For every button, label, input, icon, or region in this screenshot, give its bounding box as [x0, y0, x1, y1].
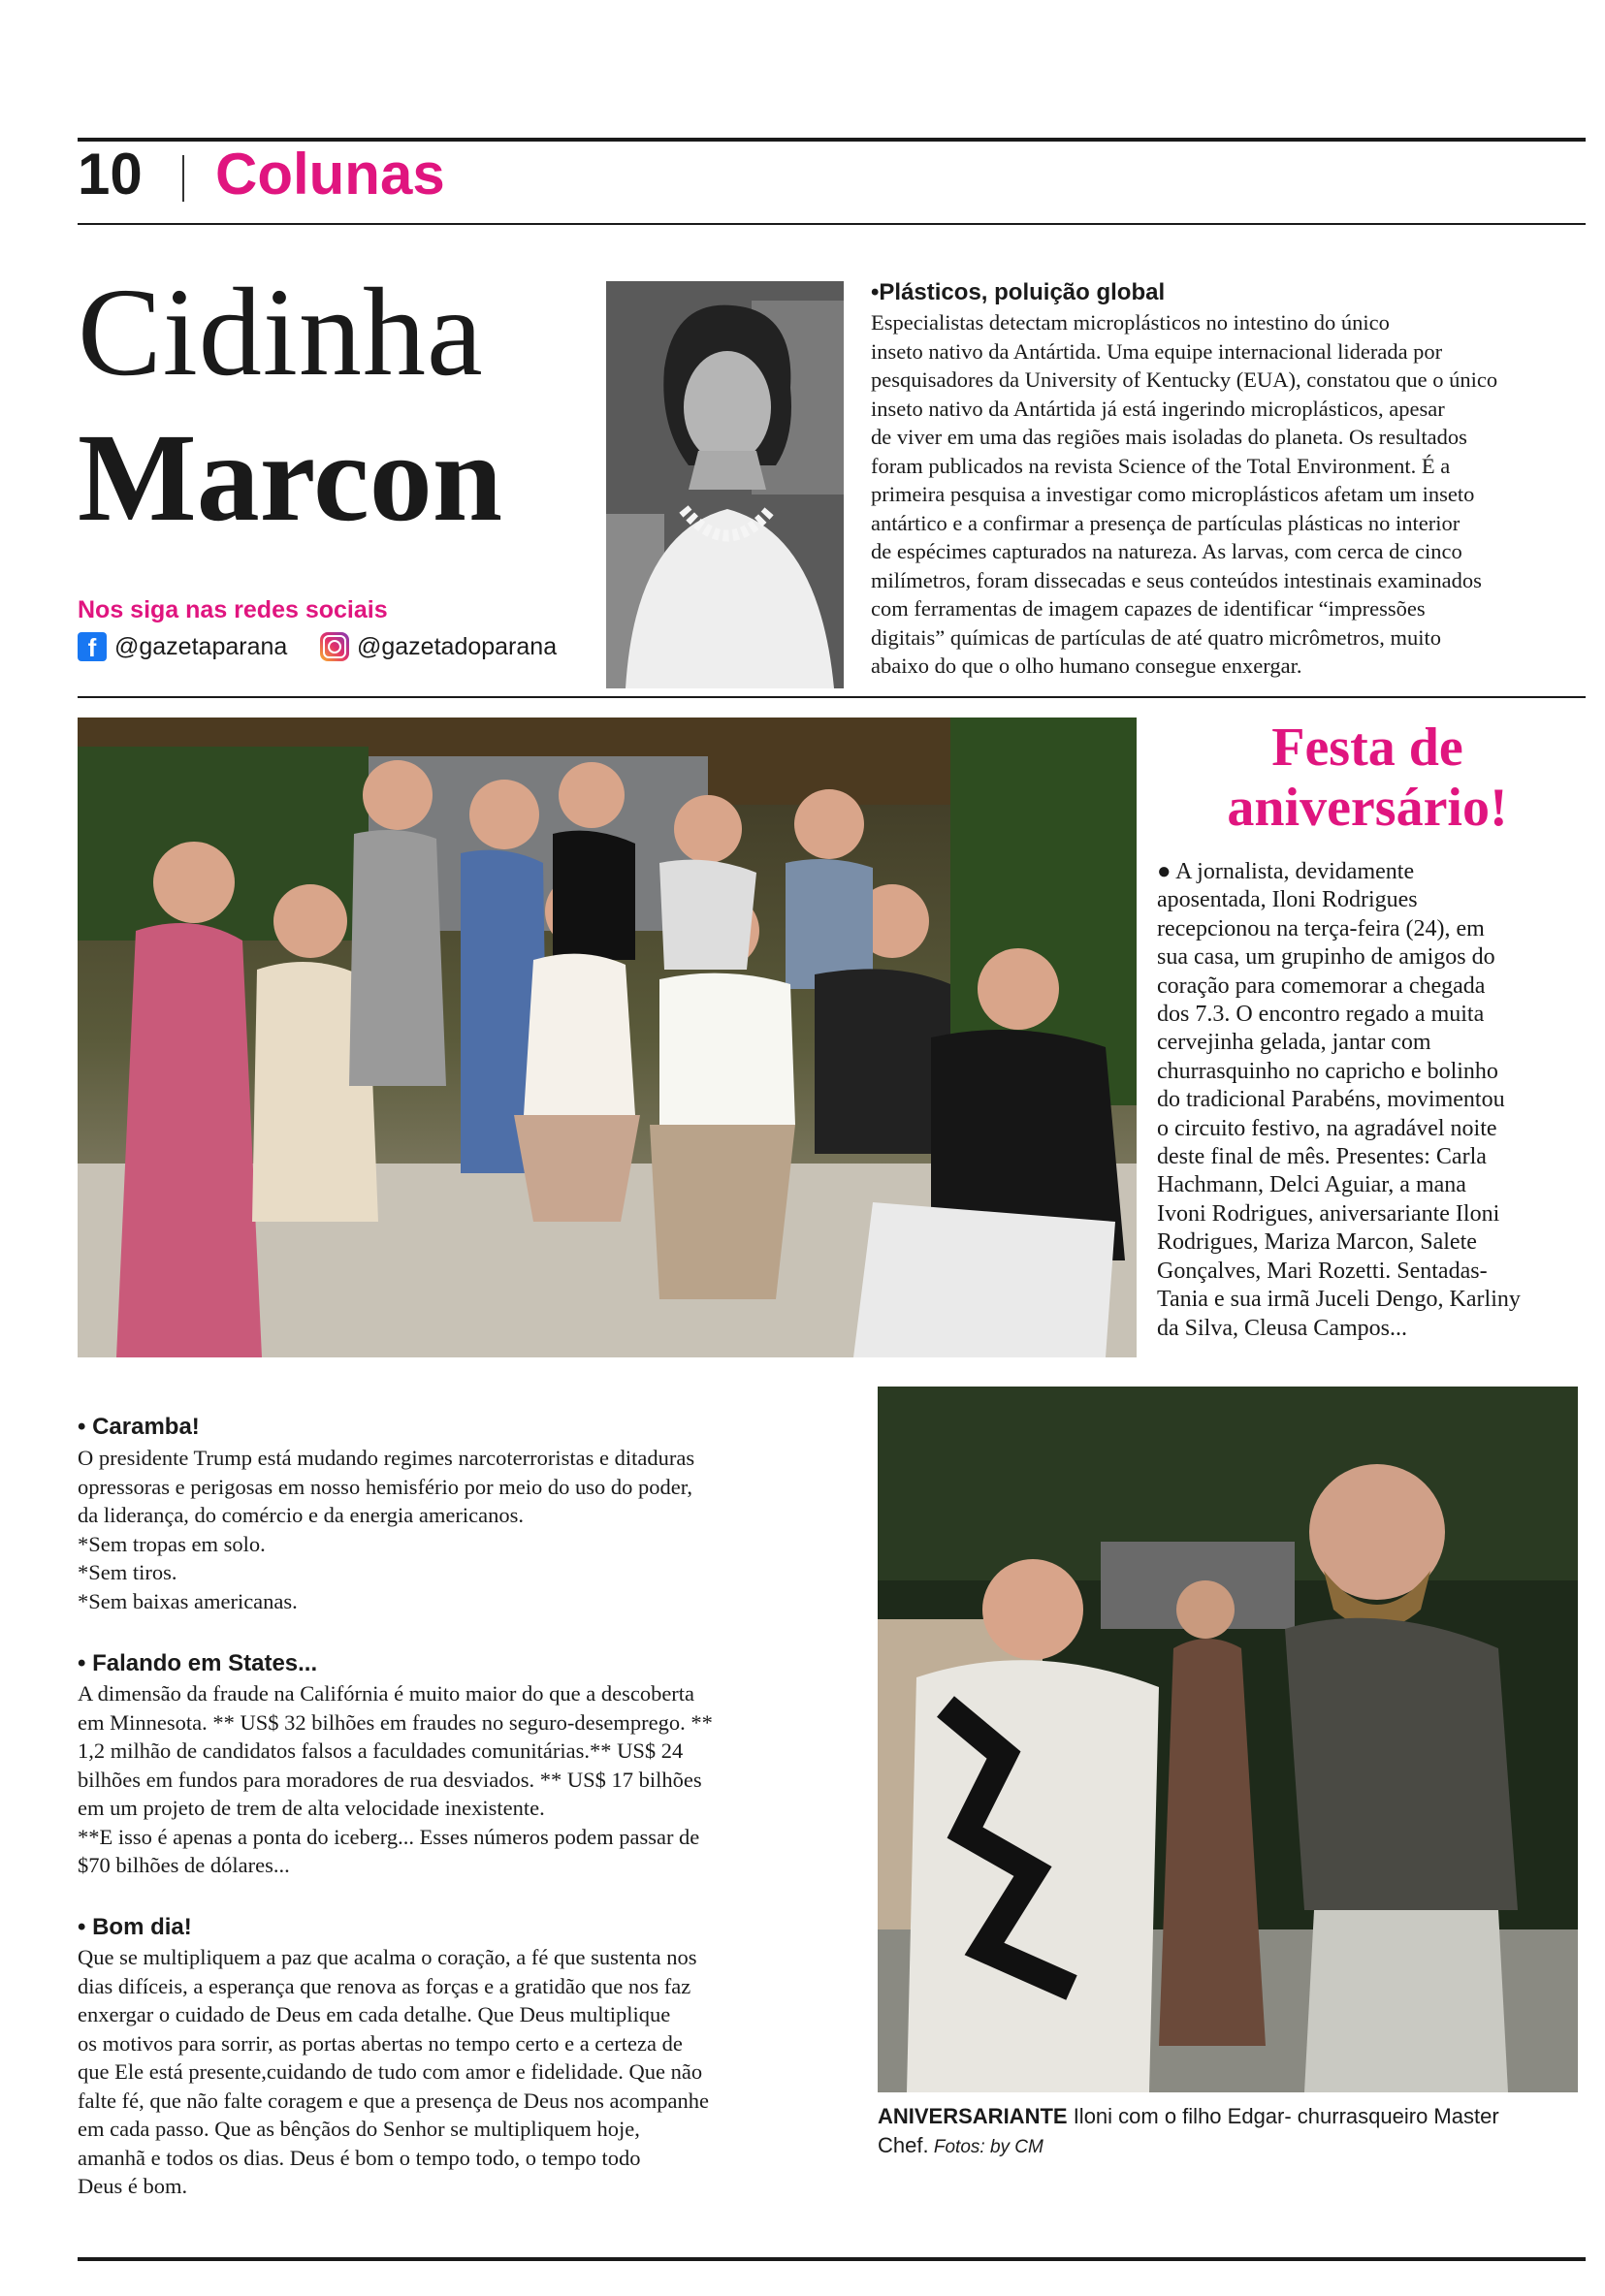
text-line: *Sem tropas em solo.: [78, 1531, 266, 1556]
author-last-name: Marcon: [78, 408, 503, 548]
group-photo: [78, 718, 1137, 1357]
bomdia-title: • Bom dia!: [78, 1914, 192, 1940]
text-line: digitais” químicas de partículas de até quatro micrômetros, muito: [871, 624, 1441, 650]
caramba-title: • Caramba!: [78, 1414, 200, 1440]
text-line: abaixo do que o olho humano consegue enxergar.: [871, 654, 1302, 678]
bottom-rule: [78, 2257, 1586, 2261]
text-line: falte fé, que não falte coragem e que a presença de Deus nos acompanhe: [78, 2088, 709, 2113]
text-line: Hachmann, Delci Aguiar, a mana: [1157, 1172, 1466, 1198]
states-title: • Falando em States...: [78, 1650, 318, 1676]
caption-text: Iloni com o filho Edgar- churrasqueiro Master: [1067, 2104, 1499, 2128]
author-portrait-photo: [606, 281, 844, 688]
facebook-handle: @gazetaparana: [114, 632, 288, 660]
instagram-handle: @gazetadoparana: [357, 632, 558, 660]
text-line: em um projeto de trem de alta velocidade inexistente.: [78, 1796, 545, 1820]
caption-line2: Chef.: [878, 2133, 929, 2157]
text-line: primeira pesquisa a investigar como microplásticos afetam um inseto: [871, 482, 1475, 506]
text-line: *Sem tiros.: [78, 1560, 177, 1584]
text-line: enxergar o cuidado de Deus em cada detalhe. Que Deus multiplique: [78, 2002, 671, 2026]
plasticos-title: •Plásticos, poluição global: [871, 279, 1166, 305]
text-line: churrasquinho no capricho e bolinho: [1157, 1058, 1498, 1084]
text-line: com ferramentas de imagem capazes de identificar “impressões: [871, 596, 1426, 621]
festa-title-line: aniversário!: [1227, 778, 1508, 838]
text-line: opressoras e perigosas em nosso hemisfério por meio do uso do poder,: [78, 1474, 692, 1499]
text-line: deste final de mês. Presentes: Carla: [1157, 1144, 1487, 1170]
text-line: cervejinha gelada, jantar com: [1157, 1030, 1431, 1056]
text-line: ● A jornalista, devidamente: [1157, 859, 1415, 884]
text-line: **E isso é apenas a ponta do iceberg... Esses números podem passar de: [78, 1824, 700, 1849]
text-line: Que se multipliquem a paz que acalma o coração, a fé que sustenta nos: [78, 1945, 697, 1969]
text-line: inseto nativo da Antártida já está ingerindo microplásticos, apesar: [871, 396, 1445, 421]
festa-title: [1144, 718, 1590, 838]
text-line: coração para comemorar a chegada: [1157, 973, 1486, 999]
text-line: Deus é bom.: [78, 2174, 188, 2198]
festa-title-line: Festa de: [1271, 718, 1463, 778]
text-line: em cada passo. Que as bênçãos do Senhor se multipliquem hoje,: [78, 2117, 640, 2141]
text-line: bilhões em fundos para moradores de rua desviados. ** US$ 17 bilhões: [78, 1767, 702, 1792]
text-line: O presidente Trump está mudando regimes narcoterroristas e ditaduras: [78, 1446, 695, 1470]
caption-label: ANIVERSARIANTE: [878, 2104, 1068, 2128]
text-line: Especialistas detectam microplásticos no intestino do único: [871, 310, 1390, 335]
text-line: os motivos para sorrir, as portas abertas no tempo certo e a certeza de: [78, 2030, 683, 2056]
birthday-photo: [878, 1387, 1578, 2092]
text-line: Gonçalves, Mari Rozetti. Sentadas-: [1157, 1258, 1488, 1284]
header-divider: [182, 155, 184, 202]
facebook-icon: f: [78, 632, 107, 661]
text-line: aposentada, Iloni Rodrigues: [1157, 887, 1418, 913]
follow-label: Nos siga nas redes sociais: [78, 596, 388, 623]
festa-body: [1157, 858, 1584, 1343]
text-line: pesquisadores da University of Kentucky (EUA), constatou que o único: [871, 367, 1498, 392]
text-line: milímetros, foram dissecadas e seus conteúdos intestinais examinados: [871, 567, 1482, 592]
bomdia-body: [78, 1943, 853, 2201]
text-line: de viver em uma das regiões mais isoladas do planeta. Os resultados: [871, 425, 1467, 449]
text-line: Rodrigues, Mariza Marcon, Salete: [1157, 1229, 1477, 1256]
header-bottom-rule: [78, 223, 1586, 225]
plasticos-body: [871, 308, 1589, 681]
text-line: recepcionou na terça-feira (24), em: [1157, 915, 1485, 941]
text-line: o circuito festivo, na agradável noite: [1157, 1115, 1497, 1141]
text-line: 1,2 milhão de candidatos falsos a faculdades comunitárias.** US$ 24: [78, 1738, 684, 1763]
text-line: sua casa, um grupinho de amigos do: [1157, 944, 1495, 971]
text-line: dias difíceis, a esperança que renova as forças e a gratidão que nos faz: [78, 1973, 691, 1998]
author-first-name: Cidinha: [78, 263, 484, 402]
text-line: em Minnesota. ** US$ 32 bilhões em fraudes no seguro-desemprego. **: [78, 1709, 713, 1735]
instagram-link[interactable]: [320, 632, 557, 661]
text-line: que Ele está presente,cuidando de tudo com amor e fidelidade. Que não: [78, 2059, 703, 2084]
text-line: $70 bilhões de dólares...: [78, 1853, 290, 1877]
states-body: [78, 1679, 853, 1880]
instagram-icon: [320, 632, 349, 661]
text-line: dos 7.3. O encontro regado a muita: [1157, 1002, 1485, 1028]
text-line: *Sem baixas americanas.: [78, 1588, 298, 1613]
facebook-link[interactable]: [78, 632, 287, 661]
text-line: Ivoni Rodrigues, aniversariante Iloni: [1157, 1200, 1500, 1227]
caramba-body: [78, 1444, 853, 1615]
text-line: amanhã e todos os dias. Deus é bom o tempo todo, o tempo todo: [78, 2145, 641, 2170]
text-line: antártico e a confirmar a presença de partículas plásticas no interior: [871, 510, 1461, 535]
mid-rule: [78, 696, 1586, 698]
text-line: inseto nativo da Antártida. Uma equipe internacional liderada por: [871, 338, 1443, 364]
text-line: de espécimes capturados na natureza. As larvas, com cerca de cinco: [871, 539, 1462, 563]
text-line: da liderança, do comércio e da energia americanos.: [78, 1503, 524, 1527]
section-title: Colunas: [215, 142, 445, 207]
photo-credit: Fotos: by CM: [928, 2137, 1043, 2157]
text-line: Tania e sua irmã Juceli Dengo, Karliny: [1157, 1287, 1521, 1313]
text-line: da Silva, Cleusa Campos...: [1157, 1315, 1407, 1341]
text-line: do tradicional Parabéns, movimentou: [1157, 1087, 1505, 1113]
text-line: A dimensão da fraude na Califórnia é muito maior do que a descoberta: [78, 1681, 695, 1706]
page-number: 10: [78, 142, 143, 207]
text-line: foram publicados na revista Science of the Total Environment. É a: [871, 453, 1451, 478]
photo-caption: [878, 2102, 1576, 2162]
